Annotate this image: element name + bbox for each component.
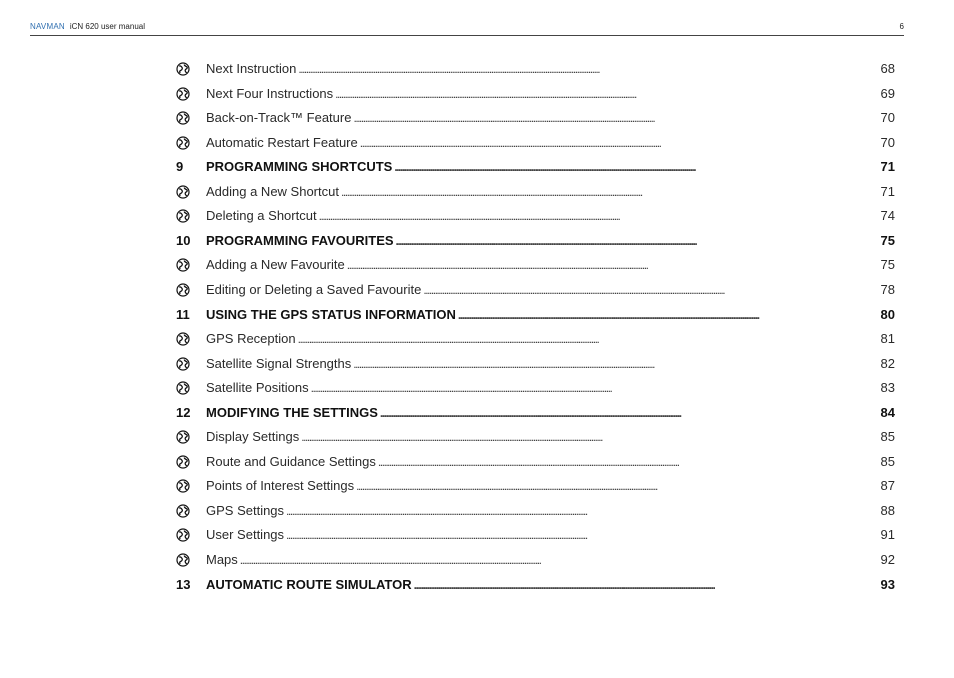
toc-entry-label: User Settings [206,527,285,543]
toc-section-entry[interactable] [206,523,895,543]
dot-leader [458,307,879,323]
toc-chapter-entry[interactable] [176,229,895,249]
toc-page-number: 82 [880,355,895,371]
globe-bullet-icon [176,553,190,567]
toc-chapter-entry[interactable] [176,573,895,593]
dot-leader [396,233,879,249]
toc-entry-label: Satellite Signal Strengths [206,355,352,371]
manual-title: iCN 620 user manual [69,22,145,31]
toc-section-entry[interactable] [206,57,895,77]
toc-page-number: 70 [880,110,895,126]
toc-entry-label: Next Four Instructions [206,85,334,101]
chapter-number: 12 [176,404,191,420]
toc-section-entry[interactable] [206,548,895,568]
toc-entry-label: Adding a New Shortcut [206,183,339,199]
toc-section-entry[interactable] [206,425,895,445]
globe-bullet-icon [176,136,190,150]
toc-page-number: 69 [880,85,895,101]
toc-chapter-entry[interactable] [176,155,895,175]
toc-page-number: 71 [880,183,895,199]
dot-leader [301,429,878,445]
dot-leader [414,577,879,593]
globe-bullet-icon [176,479,190,493]
toc-section-entry[interactable] [206,82,895,102]
globe-bullet-icon [176,209,190,223]
toc-entry-label: PROGRAMMING FAVOURITES [206,232,394,248]
dot-leader [298,331,879,347]
globe-bullet-icon [176,381,190,395]
globe-bullet-icon [176,528,190,542]
toc-page-number: 87 [880,478,895,494]
toc-page-number: 78 [880,281,895,297]
toc-section-entry[interactable] [206,131,895,151]
toc-section-entry[interactable] [206,376,895,396]
toc-page-number: 74 [880,208,895,224]
toc-section-entry[interactable] [206,106,895,126]
toc-page-number: 85 [880,453,895,469]
toc-chapter-entry[interactable] [176,401,895,421]
toc-entry-label: Adding a New Favourite [206,257,345,273]
brand-name: NAVMAN [30,22,65,31]
toc-entry-label: USING THE GPS STATUS INFORMATION [206,306,456,322]
toc-entry-label: Maps [206,552,238,567]
globe-bullet-icon [176,111,190,125]
toc-section-entry[interactable] [206,450,895,470]
dot-leader [311,380,879,396]
dot-leader [353,110,878,126]
dot-leader [380,405,879,421]
dot-leader [319,208,879,224]
toc-section-entry[interactable] [206,327,895,347]
toc-section-entry[interactable] [206,180,895,200]
toc-section-entry[interactable] [206,352,895,372]
toc-section-entry[interactable] [206,474,895,494]
toc-page-number: 80 [880,306,895,322]
toc-page-number: 83 [880,380,895,396]
toc-section-entry[interactable] [206,499,895,519]
toc-page-number: 92 [880,552,895,567]
dot-leader [341,184,879,200]
toc-chapter-entry[interactable] [176,303,895,323]
globe-bullet-icon [176,332,190,346]
toc-entry-label: Editing or Deleting a Saved Favourite [206,281,422,297]
toc-page-number: 84 [880,404,895,420]
dot-leader [353,356,878,372]
toc-entry-label: Automatic Restart Feature [206,134,358,150]
toc-page-number: 68 [880,61,895,76]
globe-bullet-icon [176,258,190,272]
toc-entry-label: PROGRAMMING SHORTCUTS [206,159,393,175]
toc-page-number: 70 [880,134,895,150]
globe-bullet-icon [176,357,190,371]
toc-section-entry[interactable] [206,204,895,224]
page-number: 6 [899,22,904,31]
toc-entry-label: Satellite Positions [206,380,309,396]
dot-leader [360,135,879,151]
dot-leader [378,454,879,470]
toc-entry-label: Display Settings [206,429,300,445]
toc-page-number: 91 [880,527,895,543]
globe-bullet-icon [176,504,190,518]
dot-leader [394,159,878,175]
chapter-number: 10 [176,232,191,248]
toc-page-number: 75 [880,257,895,273]
toc-entry-label: Next Instruction [206,61,297,76]
toc-section-entry[interactable] [206,278,895,298]
toc-page-number: 81 [880,331,895,347]
dot-leader [286,527,878,543]
dot-leader [423,282,878,298]
dot-leader [347,257,879,273]
toc-page-number: 75 [880,232,895,248]
dot-leader [356,478,878,494]
toc-page-number: 71 [880,159,895,175]
globe-bullet-icon [176,455,190,469]
chapter-number: 13 [176,576,191,592]
toc-entry-label: GPS Reception [206,331,296,347]
globe-bullet-icon [176,87,190,101]
chapter-number: 11 [176,306,190,322]
page-header [30,22,904,36]
chapter-number: 9 [176,159,184,175]
toc-entry-label: MODIFYING THE SETTINGS [206,404,378,420]
toc-page-number: 85 [880,429,895,445]
dot-leader [335,86,878,102]
toc-page-number: 88 [880,502,895,518]
dot-leader [240,552,879,568]
toc-entry-label: Back-on-Track™ Feature [206,110,352,126]
toc-entry-label: Deleting a Shortcut [206,208,317,224]
globe-bullet-icon [176,283,190,297]
toc-entry-label: Route and Guidance Settings [206,453,376,469]
toc-section-entry[interactable] [206,253,895,273]
globe-bullet-icon [176,185,190,199]
globe-bullet-icon [176,62,190,76]
globe-bullet-icon [176,430,190,444]
toc-entry-label: AUTOMATIC ROUTE SIMULATOR [206,576,412,592]
dot-leader [286,503,878,519]
toc-entry-label: Points of Interest Settings [206,478,355,494]
toc-page-number: 93 [880,576,895,592]
toc-entry-label: GPS Settings [206,502,285,518]
dot-leader [298,61,878,77]
